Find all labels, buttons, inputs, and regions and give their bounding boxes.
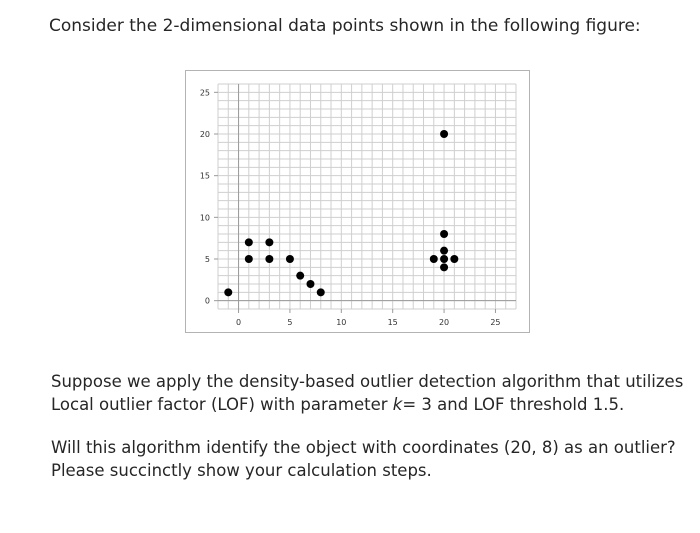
data-point [306, 280, 314, 288]
y-tick-label: 15 [199, 171, 210, 181]
data-point [440, 230, 448, 238]
data-point [265, 255, 273, 263]
question-paragraph-1 [51, 370, 683, 416]
x-tick-label: 10 [336, 318, 347, 327]
y-tick-label: 10 [199, 213, 210, 223]
data-point [317, 288, 325, 296]
x-tick-label: 5 [287, 318, 293, 327]
x-tick-label: 15 [387, 318, 398, 327]
data-point [245, 238, 253, 246]
para1-line1: Suppose we apply the density-based outlier detection algorithm that utilizes [51, 372, 684, 391]
data-point [430, 255, 438, 263]
y-tick-label: 0 [204, 296, 210, 306]
question-intro: Consider the 2-dimensional data points shown in the following figure: [49, 16, 641, 36]
question-paragraph-2 [51, 436, 676, 482]
para1-line2-a: Local outlier factor (LOF) with parameter [51, 395, 393, 414]
data-point [245, 255, 253, 263]
y-tick-label: 25 [199, 88, 210, 98]
x-tick-label: 25 [490, 318, 501, 327]
y-tick-label: 20 [199, 130, 210, 139]
scatter-figure [185, 70, 530, 333]
data-point [440, 263, 448, 271]
data-point [440, 130, 448, 138]
x-tick-label: 20 [438, 318, 450, 327]
data-point [286, 255, 294, 263]
data-point [450, 255, 458, 263]
scatter-plot [186, 71, 531, 334]
data-point [440, 247, 448, 255]
k-symbol: k [392, 395, 403, 414]
para1-line2-b: = 3 and LOF threshold 1.5. [402, 395, 625, 414]
y-tick-label: 5 [204, 255, 210, 264]
data-point [224, 288, 232, 296]
data-point [440, 255, 448, 263]
para1-line2 [51, 393, 683, 416]
para2-line2: Please succinctly show your calculation steps. [51, 461, 432, 480]
data-point [265, 238, 273, 246]
x-tick-label: 0 [236, 318, 242, 327]
para2-line1: Will this algorithm identify the object with coordinates (20, 8) as an outlier? [51, 438, 676, 457]
data-point [296, 272, 304, 280]
